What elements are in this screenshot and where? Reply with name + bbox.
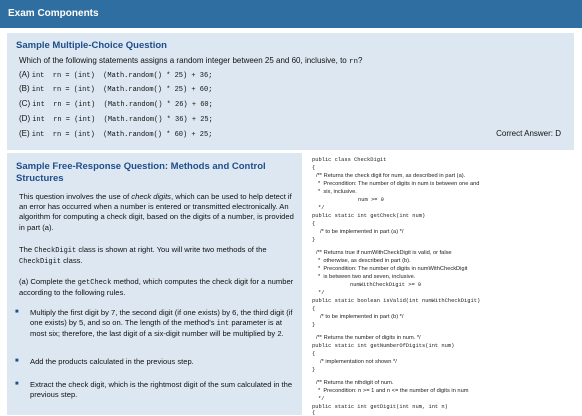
free-response-panel (7, 153, 302, 415)
correct-answer: Correct Answer: D (496, 129, 561, 138)
fr-intro-paragraph (19, 192, 295, 233)
bullet-icon: ■ (15, 381, 19, 387)
code-comment: * Precondition: n >= 1 and n <= the number of digits in num (318, 388, 469, 394)
multiple-choice-panel (7, 33, 574, 150)
text-run: class. (61, 256, 83, 266)
code-line: { (312, 306, 316, 312)
choice-b (19, 84, 212, 94)
code-line: public class CheckDigit (312, 157, 387, 163)
choice-code: int rn = (int) (Math.random() * 36) + 25; (32, 116, 213, 124)
code-line: public static boolean isValid(int numWithCheckDigit) (312, 298, 481, 304)
text-run: The (19, 245, 35, 254)
code-line: { (312, 351, 316, 357)
text-run: , which can be used to help detect if an error has occurred when a number is entered or transmitted electronically. An algorithm for computing a check digit, based on the digits of a number, is provided in part (a). (19, 192, 294, 232)
choice-code: int rn = (int) (Math.random() * 25) + 60; (31, 86, 213, 94)
code-comment: /** Returns the number of digits in num. */ (316, 335, 421, 341)
code-comment: /** Returns true if numWithCheckDigit is valid, or false (316, 250, 452, 256)
choice-label: (B) (19, 84, 30, 93)
choice-d (19, 114, 213, 124)
choice-label: (E) (19, 129, 30, 138)
mc-question-text: Which of the following statements assigns a random integer between 25 and 60, inclusive, to (19, 56, 349, 65)
code-line: */ (318, 290, 325, 296)
text-run: This question involves the use of (19, 192, 132, 201)
fr-title: Sample Free-Response Question: Methods and Control Structures (16, 161, 266, 184)
code-comment: /** Returns the check digit for num, as described in part (a). (316, 173, 466, 179)
code-comment: /* to be implemented in part (b) */ (320, 314, 404, 320)
choice-code: int rn = (int) (Math.random() * 25) + 36; (31, 72, 213, 80)
header-bar (0, 0, 582, 28)
bullet-icon: ■ (15, 309, 19, 315)
page-title: Exam Components (8, 8, 99, 19)
code-comment: * is between two and seven, inclusive. (318, 274, 416, 280)
code-comment: * otherwise, as described in part (b). (318, 258, 411, 264)
mc-title: Sample Multiple-Choice Question (16, 40, 167, 51)
code-run: CheckDigit (34, 247, 77, 255)
bullet-icon: ■ (15, 358, 19, 364)
choice-label: (C) (19, 99, 31, 108)
rule-3: Extract the check digit, which is the rightmost digit of the sum calculated in the previous step. (30, 380, 293, 400)
choice-c (19, 99, 213, 109)
code-line: } (312, 322, 316, 328)
fr-class-paragraph (19, 245, 295, 267)
rule-2: Add the products calculated in the previous step. (30, 357, 194, 366)
code-line: public static int getNumberOfDigits(int num) (312, 343, 455, 349)
fr-part-a-paragraph (19, 277, 295, 298)
code-line: { (312, 410, 316, 416)
checkdigit-class-code (310, 153, 575, 415)
code-comment: * Precondition: The number of digits in num is between one and (318, 181, 480, 187)
code-line: } (312, 237, 316, 243)
mc-question-var: rn (348, 58, 358, 66)
choice-e (19, 129, 212, 139)
code-run: int (216, 320, 230, 329)
text-run: Multiply the first digit by 7, the second digit (if one exists) by 6, the third digit (if one exists) by 5, and so on. The length of the method's (30, 308, 293, 328)
mc-question (19, 56, 362, 66)
code-line: } (312, 367, 316, 373)
code-line: public static int getDigit(int num, int n) (312, 404, 448, 410)
text-run: parameter is at most six; therefore, the last digit of a six-digit number will be multiplied by 2. (30, 318, 284, 339)
choice-label: (A) (19, 70, 30, 79)
code-comment: /* to be implemented in part (a) */ (320, 229, 404, 235)
code-comment: * Precondition: The number of digits in numWithCheckDigit (318, 266, 468, 272)
mc-question-suffix: ? (357, 56, 363, 65)
text-run: (a) Complete the (19, 277, 78, 286)
choice-label: (D) (19, 114, 31, 123)
code-line: numWithCheckDigit >= 0 (350, 282, 422, 288)
code-comment: /** Returns the nthdigit of num. (316, 380, 394, 386)
code-run: getCheck (77, 279, 112, 287)
choice-a (19, 70, 212, 80)
code-line: */ (318, 396, 325, 402)
code-comment: * six, inclusive. (318, 189, 357, 195)
code-comment: /* implementation not shown */ (320, 359, 397, 365)
code-line: public static int getCheck(int num) (312, 213, 426, 219)
choice-code: int rn = (int) (Math.random() * 26) + 60; (32, 101, 213, 109)
code-line: */ (318, 205, 325, 211)
text-run-italic: check digits (131, 192, 171, 201)
code-line: { (312, 221, 316, 227)
code-line: { (312, 165, 316, 171)
choice-code: int rn = (int) (Math.random() * 60) + 25; (31, 131, 213, 139)
code-run: CheckDigit (19, 258, 62, 267)
text-run: class is shown at right. You will write two methods of the (76, 245, 267, 254)
text-run: method, which computes the check digit for a number according to the following rules. (19, 277, 294, 298)
code-line: num >= 0 (358, 197, 384, 203)
rule-1 (30, 308, 298, 340)
